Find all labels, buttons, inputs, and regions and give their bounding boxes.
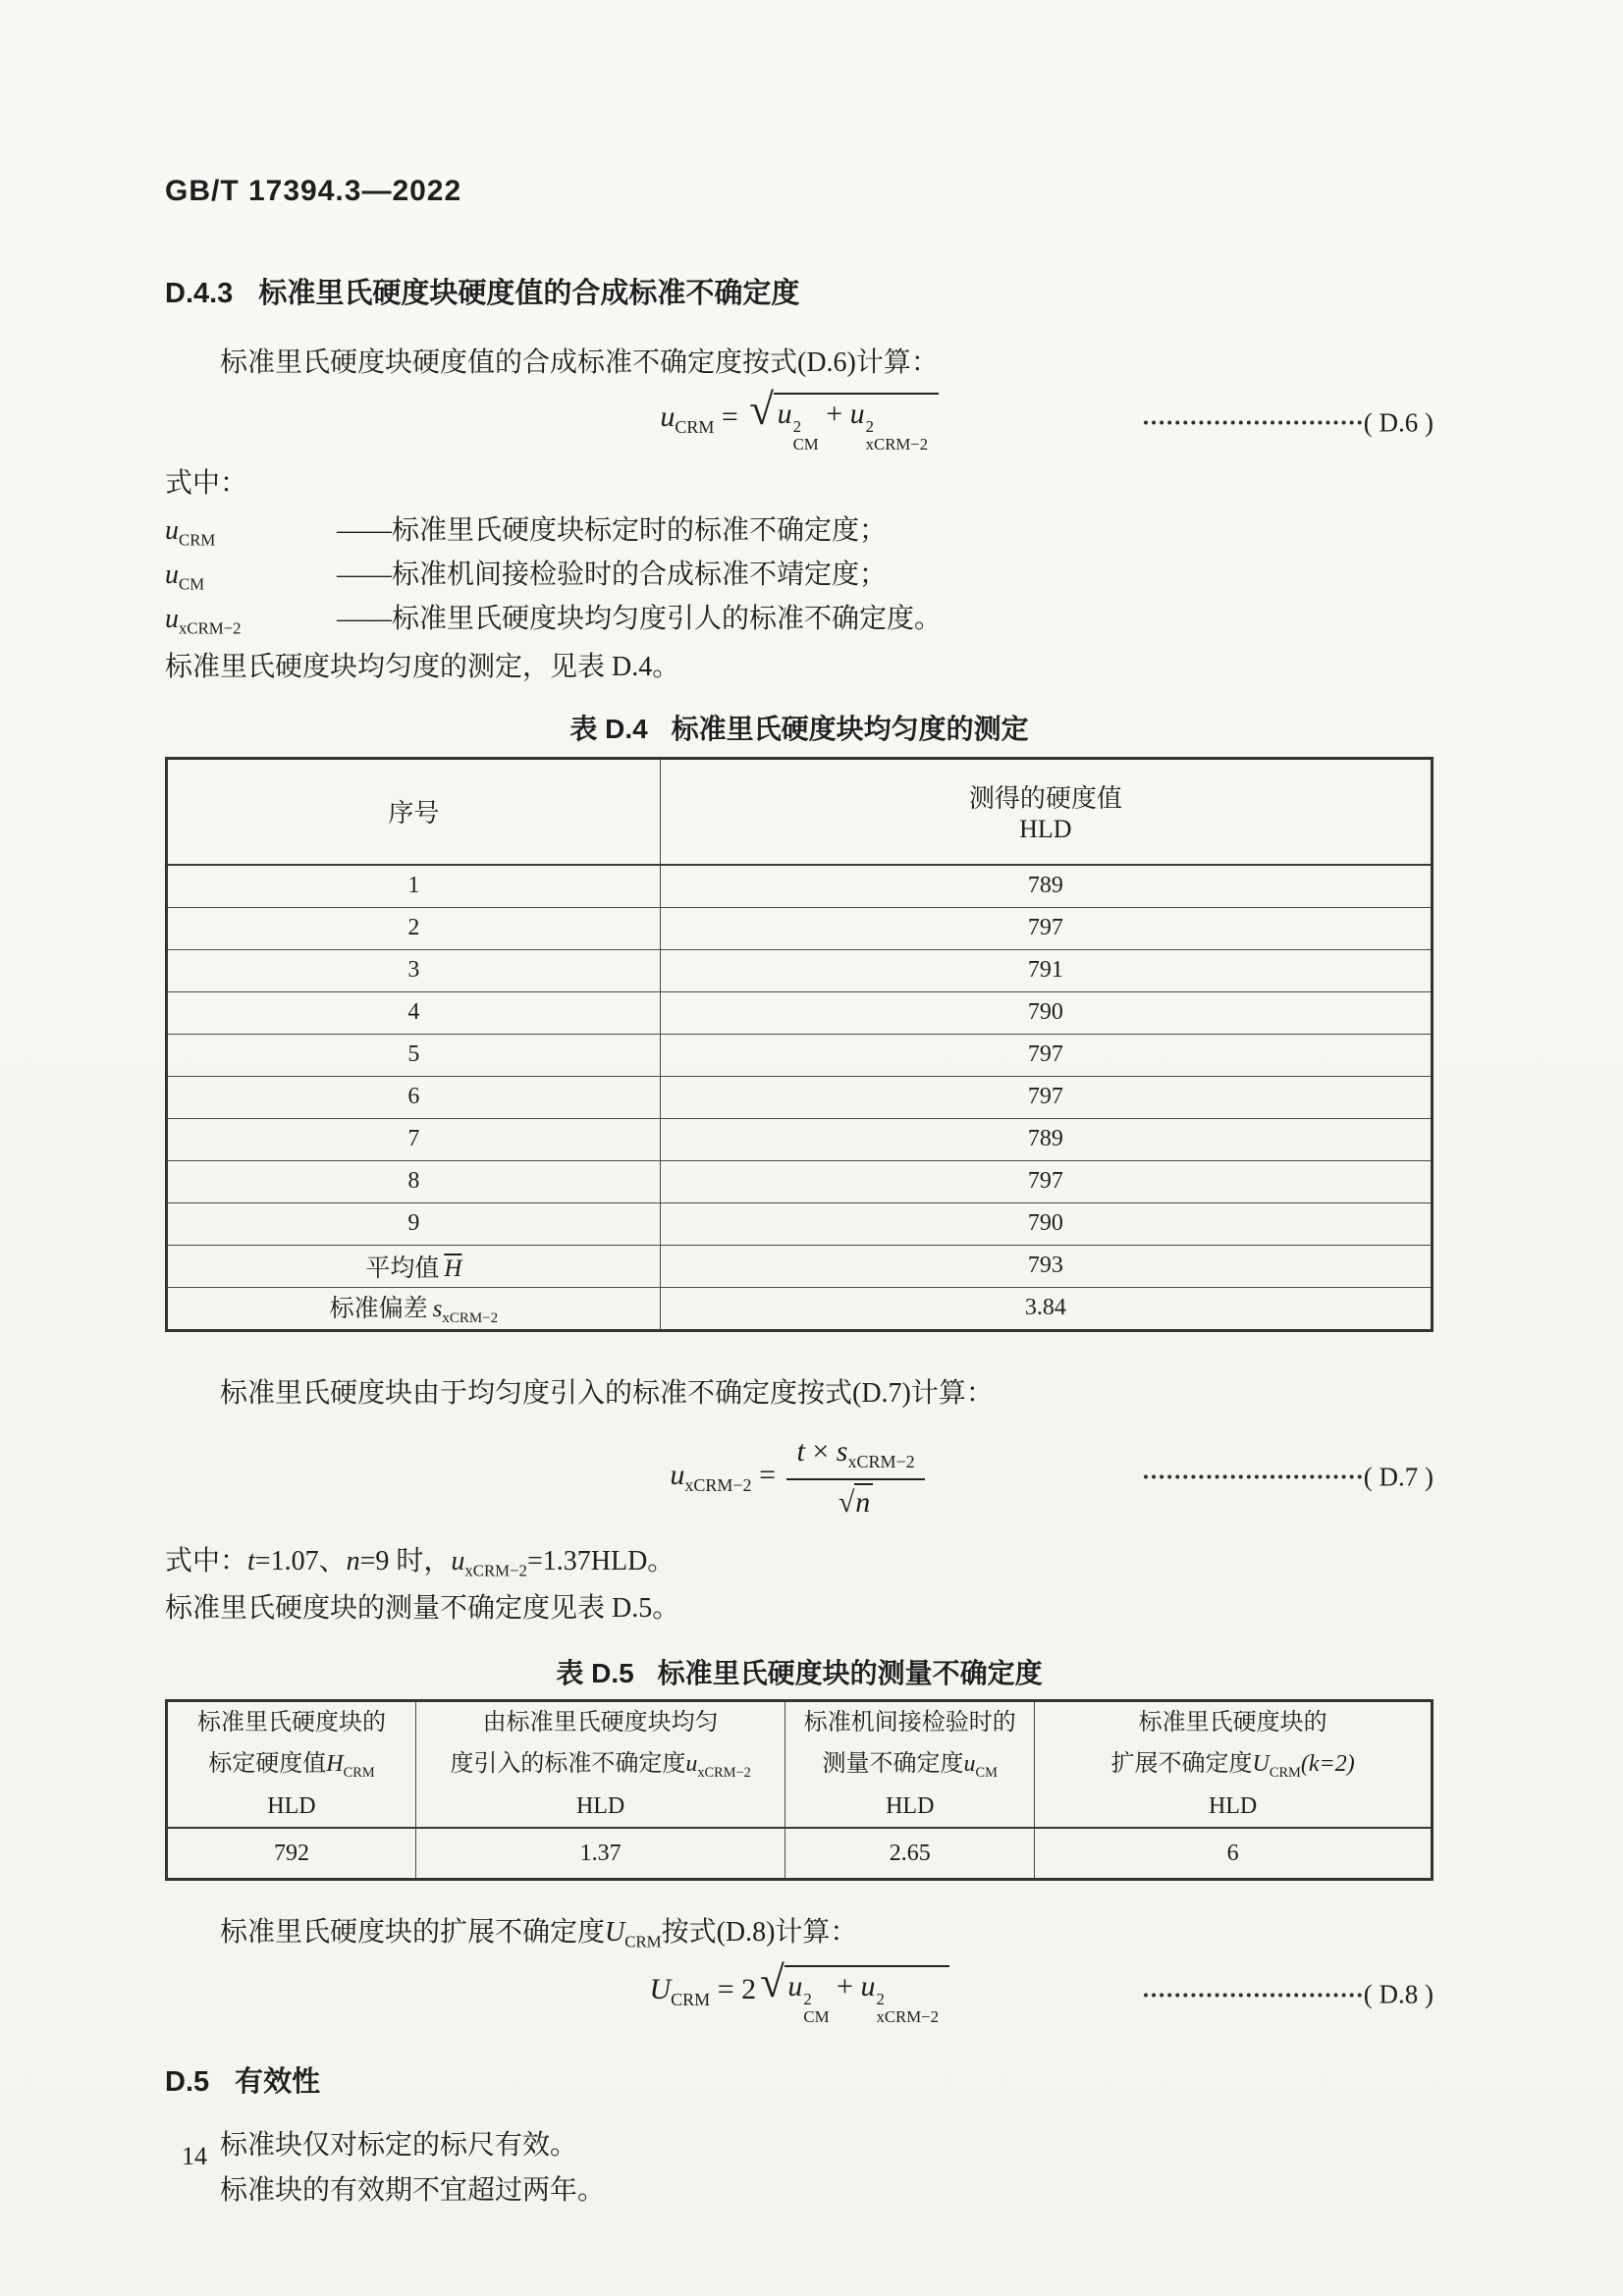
table-d4-row [167, 949, 1433, 991]
radical: √ u 2 CM + u 2 xCRM−2 [760, 1965, 948, 2025]
equation-d6-label: ( D.6 ) [1363, 407, 1434, 438]
equation-d6-tail [1144, 407, 1434, 438]
dotted-leader [1144, 1475, 1362, 1479]
definition-text: ——标准机间接检验时的合成标准不靖定度； [337, 560, 888, 591]
sqrt-sign: √ [838, 1485, 855, 1519]
table-d5-col2-header: 由标准里氏硬度块均匀 度引入的标准不确定度$u_{xCRM-2}$ HLD [415, 1701, 784, 1829]
mean-value: 793 [660, 1245, 1432, 1287]
hardness-value: 791 [660, 949, 1432, 991]
table-d4-header-row [167, 758, 1433, 865]
row-number: 6 [167, 1076, 661, 1118]
equation-d8-body: $U_{CRM} = 2$ √ u 2 CM + u 2 xCRM−2 [649, 1965, 948, 2025]
row-number: 3 [167, 949, 661, 991]
table-d5-value-4: 6 [1035, 1828, 1433, 1880]
doc-code-header: GB/T 17394.3—2022 [165, 175, 462, 207]
see-table-d4-note: 标准里氏硬度块均匀度的测定，见表 D.4。 [165, 652, 680, 683]
table-d4-row [167, 1118, 1433, 1160]
section-title: 有效性 [235, 2066, 321, 2099]
equation-d6 [165, 385, 1434, 458]
validity-line-1: 标准块仅对标定的标尺有效。 [220, 2130, 578, 2162]
hardness-value: 789 [660, 865, 1432, 908]
table-d4-row [167, 865, 1433, 908]
table-d5-value-1: 792 [167, 1828, 416, 1880]
sqrt-sign: √ [749, 385, 774, 435]
table-d5-title: 表 D.5 标准里氏硬度块的测量不确定度 [556, 1658, 1043, 1689]
row-number: 4 [167, 991, 661, 1034]
table-d5-header-row [167, 1701, 1433, 1829]
row-number: 8 [167, 1160, 661, 1202]
section-heading-d43 [165, 271, 1434, 311]
equation-d8-tail [1144, 1980, 1434, 2010]
equation-d7 [165, 1418, 1434, 1536]
mean-symbol: $\overline{H}$ [444, 1255, 462, 1282]
table-d4-col1-header: 序号 [167, 758, 661, 865]
equation-d7-label: ( D.7 ) [1363, 1462, 1434, 1492]
sqrt-sign: √ [760, 1956, 784, 2006]
dotted-leader [1144, 421, 1362, 425]
std-symbol: s [432, 1296, 443, 1323]
table-d5-col1-header: 标准里氏硬度块的 标定硬度值$H_{CRM}$ HLD [167, 1701, 416, 1829]
hardness-value: 789 [660, 1118, 1432, 1160]
table-d5-col3-header: 标准机间接检验时的 测量不确定度$u_{CM}$ HLD [785, 1701, 1035, 1829]
table-d4-mean-row: 平均值 $\overline{H}$ 793 [167, 1245, 1433, 1287]
symbol-definitions [165, 509, 1434, 642]
table-d4-std-row: 标准偏差 $s_{xCRM-2}$ 3.84 [167, 1287, 1433, 1330]
table-d4-row [167, 1160, 1433, 1202]
table-d5-data-row [167, 1828, 1433, 1880]
table-d4-col2-header: 测得的硬度值 HLD [660, 758, 1432, 865]
equation-d8 [165, 1956, 1434, 2030]
page-number: 14 [182, 2142, 207, 2170]
section-number: D.5 [165, 2066, 210, 2099]
fraction: $\frac{t \times s_{xCRM-2}}{√n}$ [786, 1435, 924, 1520]
equation-d6-body: $u_{CRM}$ = √ u 2 CM + u 2 xCRM−2 [660, 393, 938, 453]
definition-text: ——标准里氏硬度块标定时的标准不确定度； [337, 515, 888, 547]
definition-row: $u_{CRM}$ ——标准里氏硬度块标定时的标准不确定度； [165, 509, 1434, 554]
definition-text: ——标准里氏硬度块均匀度引人的标准不确定度。 [337, 604, 943, 635]
std-value: 3.84 [660, 1287, 1432, 1330]
where-label: 式中： [165, 467, 248, 499]
equation-d7-body: $u_{xCRM-2}$ = $\frac{t \times s_{xCRM-2}}{√n}$ [670, 1435, 928, 1520]
formula-note-d7: 式中：t=1.07、n=9 时，$u_{xCRM-2}=1.37HLD$。 [165, 1545, 676, 1580]
radical: √ u 2 CM + u 2 xCRM−2 [749, 393, 938, 453]
table-d4 [165, 757, 1434, 1332]
table-d4-row [167, 907, 1433, 949]
table-d4-row [167, 1076, 1433, 1118]
definition-row: $u_{xCRM-2}$ ——标准里氏硬度块均匀度引人的标准不确定度。 [165, 598, 1434, 642]
table-d4-row [167, 1202, 1433, 1245]
section-number: D.4.3 [165, 278, 234, 309]
definition-row: $u_{CM}$ ——标准机间接检验时的合成标准不靖定度； [165, 554, 1434, 598]
hardness-value: 790 [660, 991, 1432, 1034]
table-d5-col4-header: 标准里氏硬度块的 扩展不确定度$U_{CRM}(k=2)$ HLD [1035, 1701, 1433, 1829]
intro-paragraph-d7: 标准里氏硬度块由于均匀度引入的标准不确定度按式(D.7)计算： [220, 1377, 994, 1409]
table-d5 [165, 1699, 1434, 1881]
row-number: 5 [167, 1034, 661, 1076]
section-title: 标准里氏硬度块硬度值的合成标准不确定度 [258, 278, 800, 309]
hardness-value: 797 [660, 907, 1432, 949]
hardness-value: 797 [660, 1034, 1432, 1076]
dotted-leader [1144, 1993, 1362, 1997]
hardness-value: 797 [660, 1076, 1432, 1118]
table-d5-value-2: 1.37 [415, 1828, 784, 1880]
equation-d8-label: ( D.8 ) [1363, 1979, 1434, 2009]
table-d4-title: 表 D.4 标准里氏硬度块均匀度的测定 [569, 713, 1029, 744]
row-number: 1 [167, 865, 661, 908]
row-number: 7 [167, 1118, 661, 1160]
hardness-value: 790 [660, 1202, 1432, 1245]
see-table-d5-note: 标准里氏硬度块的测量不确定度见表 D.5。 [165, 1592, 680, 1624]
section-heading-d5 [165, 2059, 1434, 2100]
table-d5-value-3: 2.65 [785, 1828, 1035, 1880]
table-d4-row [167, 991, 1433, 1034]
table-d4-row [167, 1034, 1433, 1076]
equation-d7-tail [1144, 1462, 1434, 1492]
validity-line-2: 标准块的有效期不宜超过两年。 [220, 2175, 606, 2207]
intro-paragraph-d6: 标准里氏硬度块硬度值的合成标准不确定度按式(D.6)计算： [220, 347, 939, 378]
hardness-value: 797 [660, 1160, 1432, 1202]
row-number: 2 [167, 907, 661, 949]
intro-paragraph-d8: 标准里氏硬度块的扩展不确定度$U_{CRM}$按式(D.8)计算： [220, 1917, 858, 1951]
row-number: 9 [167, 1202, 661, 1245]
